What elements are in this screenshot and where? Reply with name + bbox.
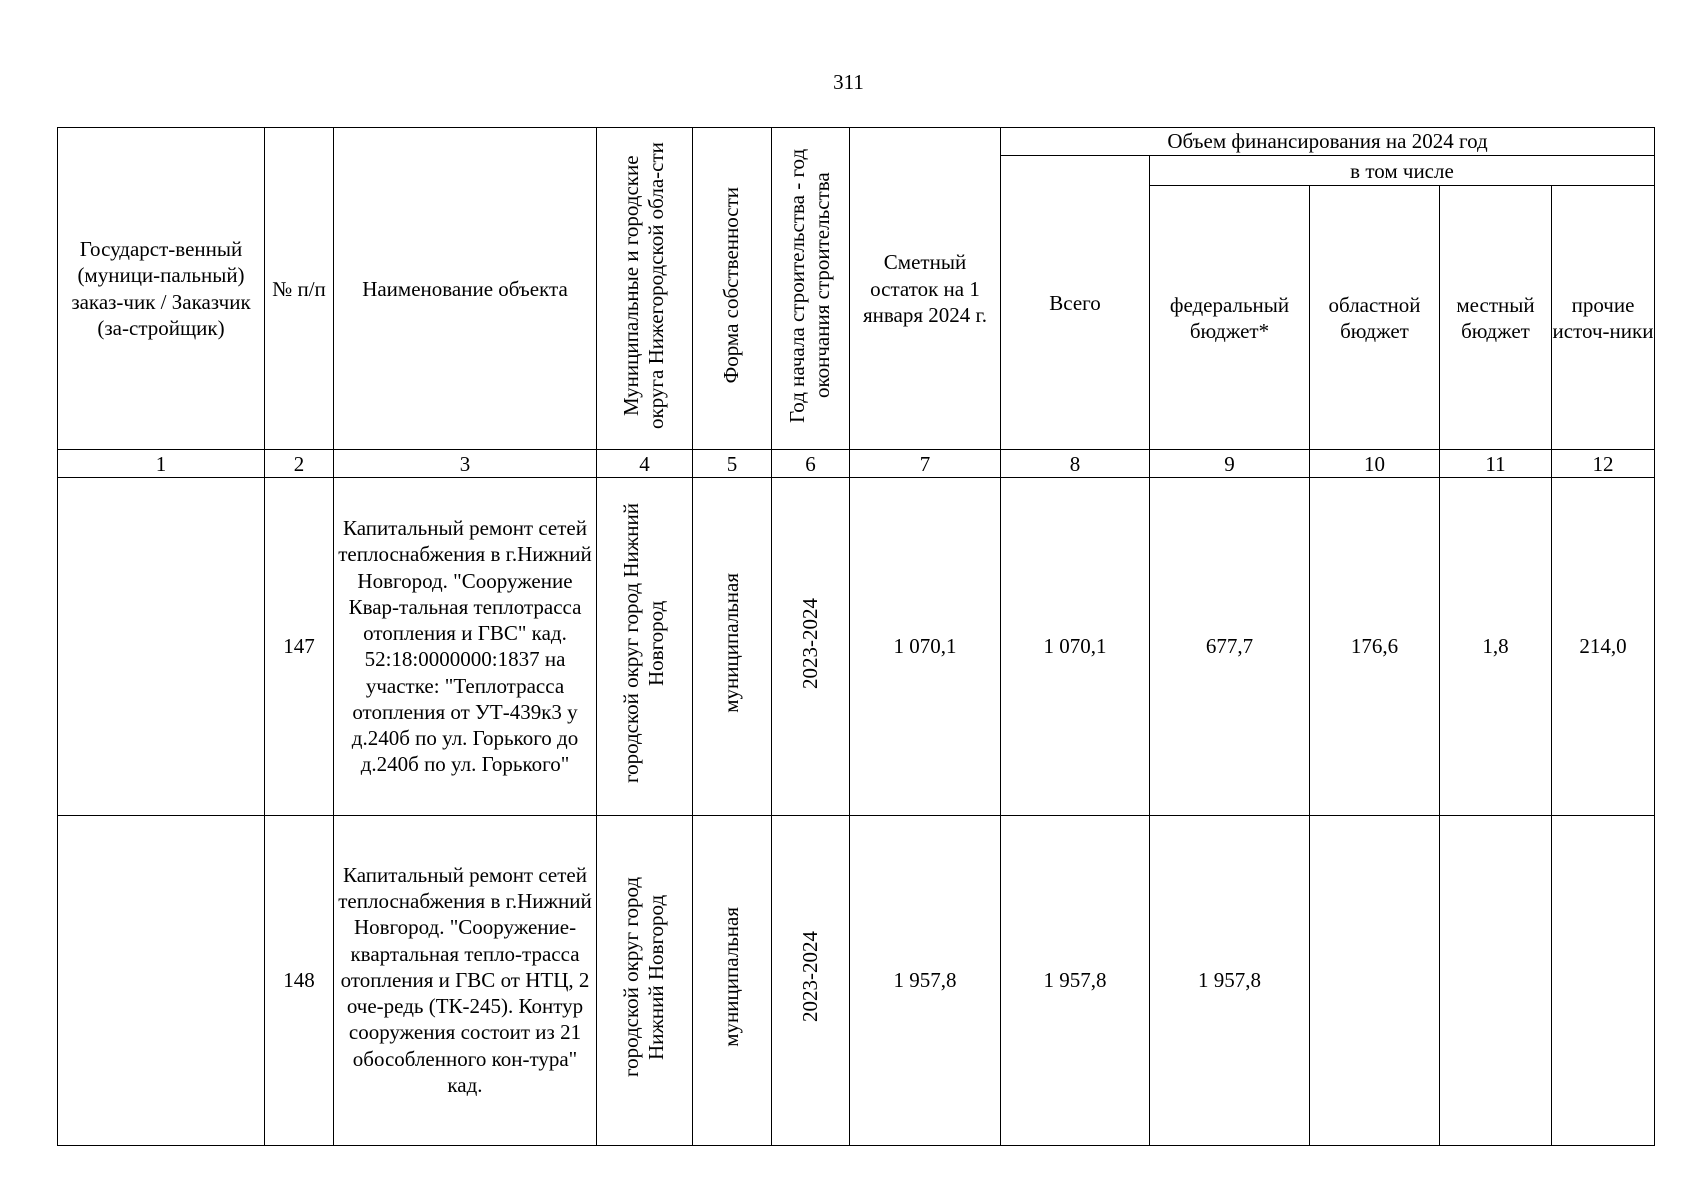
row-ownership-text: муниципальная	[719, 573, 744, 714]
row-total: 1 070,1	[1001, 478, 1150, 815]
row-local: 1,8	[1440, 478, 1552, 815]
row-years	[772, 478, 850, 815]
column-number: 8	[1001, 450, 1150, 478]
row-estimate-balance: 1 957,8	[850, 815, 1001, 1145]
header-object-name: Наименование объекта	[334, 128, 597, 450]
row-years-text: 2023-2024	[797, 597, 822, 689]
page-number: 311	[833, 70, 864, 94]
row-regional: 176,6	[1310, 478, 1440, 815]
column-number: 12	[1552, 450, 1655, 478]
column-number: 10	[1310, 450, 1440, 478]
header-funding-group: Объем финансирования на 2024 год	[1001, 128, 1655, 156]
row-customer	[58, 478, 265, 815]
header-total: Всего	[1001, 156, 1150, 450]
header-municipality	[597, 128, 693, 450]
header-other: прочие источ-ники	[1552, 186, 1655, 450]
row-federal: 1 957,8	[1150, 815, 1310, 1145]
row-other	[1552, 815, 1655, 1145]
row-federal: 677,7	[1150, 478, 1310, 815]
row-municipality	[597, 815, 693, 1145]
column-number: 7	[850, 450, 1001, 478]
column-number: 9	[1150, 450, 1310, 478]
header-estimate-balance: Сметный остаток на 1 января 2024 г.	[850, 128, 1001, 450]
header-row-1	[58, 128, 1655, 156]
row-municipality-text: городской округ город Нижний Новгород	[619, 876, 669, 1077]
column-number: 4	[597, 450, 693, 478]
row-municipality-text: городской округ город Нижний Новгород	[619, 503, 669, 784]
row-ownership	[693, 815, 772, 1145]
row-total: 1 957,8	[1001, 815, 1150, 1145]
header-regional: областной бюджет	[1310, 186, 1440, 450]
row-regional	[1310, 815, 1440, 1145]
row-ownership-text: муниципальная	[719, 906, 744, 1047]
header-years-text: Год начала строительства - год окончания строительства	[785, 148, 835, 423]
table-row	[58, 815, 1655, 1145]
row-customer	[58, 815, 265, 1145]
header-ownership	[693, 128, 772, 450]
row-municipality	[597, 478, 693, 815]
column-number: 6	[772, 450, 850, 478]
header-years	[772, 128, 850, 450]
row-object-name: Капитальный ремонт сетей теплоснабжения в г.Нижний Новгород. "Сооружение-квартальная тепло-трасса отопления и ГВС от НТЦ, 2 оче-редь (ТК-245). Контур сооружения состоит из 21 обособленного кон-тура" кад.	[334, 815, 597, 1145]
row-years	[772, 815, 850, 1145]
row-number: 147	[265, 478, 334, 815]
row-object-name: Капитальный ремонт сетей теплоснабжения в г.Нижний Новгород. "Сооружение Квар-тальная теплотрасса отопления и ГВС" кад. 52:18:0000000:1837 на участке: "Теплотрасса отопления от УТ-439к3 у д.240б по ул. Горького до д.240б по ул. Горького"	[334, 478, 597, 815]
column-number: 1	[58, 450, 265, 478]
column-number-row	[58, 450, 1655, 478]
column-number: 2	[265, 450, 334, 478]
header-ownership-text: Форма собственности	[719, 187, 744, 384]
funding-table	[57, 127, 1655, 1146]
header-number: № п/п	[265, 128, 334, 450]
row-ownership	[693, 478, 772, 815]
row-number: 148	[265, 815, 334, 1145]
header-including: в том числе	[1150, 156, 1655, 186]
column-number: 11	[1440, 450, 1552, 478]
row-other: 214,0	[1552, 478, 1655, 815]
row-years-text: 2023-2024	[797, 931, 822, 1023]
header-local: местный бюджет	[1440, 186, 1552, 450]
header-municipality-text: Муниципальные и городские округа Нижегородской обла-сти	[619, 142, 669, 429]
row-local	[1440, 815, 1552, 1145]
header-customer: Государст-венный (муници-пальный) заказ-чик / Заказчик (за-стройщик)	[58, 128, 265, 450]
column-number: 3	[334, 450, 597, 478]
row-estimate-balance: 1 070,1	[850, 478, 1001, 815]
table-row	[58, 478, 1655, 815]
column-number: 5	[693, 450, 772, 478]
header-federal: федеральный бюджет*	[1150, 186, 1310, 450]
